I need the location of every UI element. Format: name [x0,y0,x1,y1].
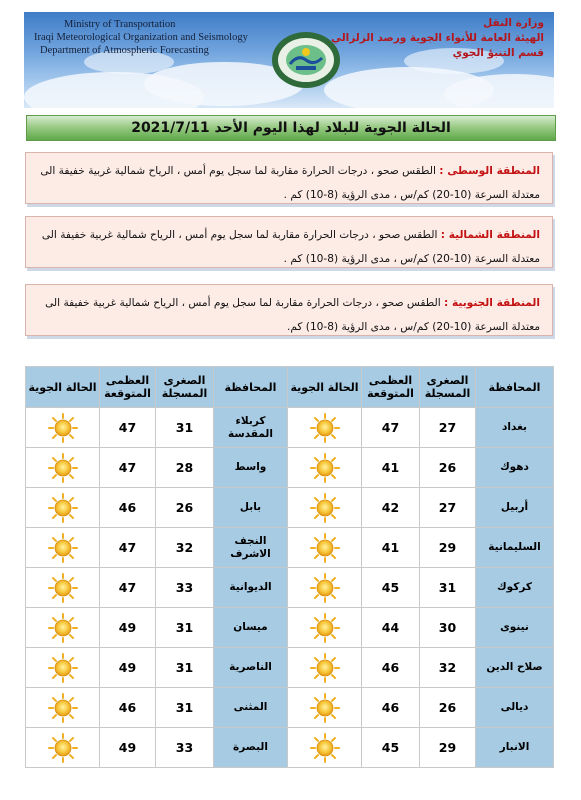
header-min: الصغرى المسجلة [420,367,476,408]
min-temp-cell: 29 [420,528,476,568]
sun-icon [310,693,340,723]
max-temp-cell: 41 [362,448,420,488]
weather-cell [288,728,362,768]
max-temp-cell: 46 [362,688,420,728]
region-forecast: الطقس صحو ، درجات الحرارة مقاربة لما سجل يوم أمس ، الرياح شمالية غربية خفيفة الى معتدلة السرعة (10-20) كم/س ، مدى الرؤية (8-10) كم. [45,297,540,333]
weather-cell [26,728,100,768]
header-min: الصغرى المسجلة [156,367,214,408]
table-row [26,448,554,488]
weather-cell [26,568,100,608]
organization-line: Iraqi Meteorological Organization and Seismology [34,32,248,43]
table-row [26,648,554,688]
governorate-cell: الديوانية [214,568,288,608]
sun-icon [48,733,78,763]
min-temp-cell: 26 [156,488,214,528]
governorate-cell: الانبار [476,728,554,768]
governorate-cell: ديالى [476,688,554,728]
ministry-line: Ministry of Transportation [64,19,176,30]
min-temp-cell: 30 [420,608,476,648]
max-temp-cell: 46 [362,648,420,688]
max-temp-cell: 47 [100,528,156,568]
sun-icon [48,533,78,563]
governorate-cell: النجف الاشرف [214,528,288,568]
max-temp-cell: 45 [362,728,420,768]
table-row [26,728,554,768]
min-temp-cell: 33 [156,728,214,768]
forecast-table [25,366,554,768]
governorate-cell: السليمانية [476,528,554,568]
sun-icon [48,613,78,643]
sun-icon [48,573,78,603]
bulletin-title: الحالة الجوية للبلاد لهذا اليوم الأحد 2021/7/11 [131,120,451,136]
max-temp-cell: 46 [100,488,156,528]
sun-icon [310,493,340,523]
table-row [26,528,554,568]
header-governorate: المحافظة [214,367,288,408]
weather-cell [288,488,362,528]
governorate-cell: كربلاء المقدسة [214,408,288,448]
min-temp-cell: 31 [420,568,476,608]
max-temp-cell: 47 [100,568,156,608]
governorate-cell: واسط [214,448,288,488]
governorate-cell: أربيل [476,488,554,528]
weather-cell [288,608,362,648]
header-max: العظمى المتوقعة [362,367,420,408]
max-temp-cell: 45 [362,568,420,608]
weather-cell [288,568,362,608]
table-header-row [26,367,554,408]
weather-cell [26,648,100,688]
department-line: Department of Atmospheric Forecasting [40,45,209,56]
title-banner [26,115,556,141]
region-forecast: الطقس صحو ، درجات الحرارة مقاربة لما سجل يوم أمس ، الرياح شمالية غربية خفيفة الى معتدلة السرعة (10-20) كم/س ، مدى الرؤية (8-10) كم . [40,165,540,201]
sun-icon [48,453,78,483]
min-temp-cell: 27 [420,488,476,528]
weather-cell [26,488,100,528]
forecast-table-wrapper [25,366,553,768]
header-banner [24,12,554,108]
max-temp-cell: 44 [362,608,420,648]
region-central [25,152,553,204]
governorate-cell: صلاح الدين [476,648,554,688]
weather-cell [26,448,100,488]
min-temp-cell: 31 [156,608,214,648]
governorate-cell: المثنى [214,688,288,728]
min-temp-cell: 31 [156,408,214,448]
sun-icon [310,533,340,563]
governorate-cell: دهوك [476,448,554,488]
sun-icon [48,653,78,683]
table-row [26,488,554,528]
min-temp-cell: 32 [420,648,476,688]
weather-cell [288,528,362,568]
table-row [26,688,554,728]
weather-cell [288,688,362,728]
weather-cell [26,608,100,648]
min-temp-cell: 29 [420,728,476,768]
weather-cell [26,408,100,448]
organization-line-ar: الهيئة العامة للأنواء الجوية ورصد الزلزالي [331,32,544,44]
max-temp-cell: 47 [362,408,420,448]
governorate-cell: البصرة [214,728,288,768]
table-row [26,608,554,648]
governorate-cell: بغداد [476,408,554,448]
region-forecast: الطقس صحو ، درجات الحرارة مقاربة لما سجل يوم أمس ، الرياح شمالية غربية خفيفة الى معتدلة السرعة (10-20) كم/س ، مدى الرؤية (8-10) كم . [41,229,540,265]
max-temp-cell: 47 [100,408,156,448]
sun-icon [310,453,340,483]
sun-icon [48,413,78,443]
ministry-line-ar: وزارة النقل [483,17,544,29]
min-temp-cell: 31 [156,688,214,728]
governorate-cell: كركوك [476,568,554,608]
governorate-cell: ميسان [214,608,288,648]
sun-icon [310,653,340,683]
region-name: المنطقة الجنوبية : [444,297,540,309]
weather-cell [288,408,362,448]
sun-icon [310,613,340,643]
weather-cell [26,528,100,568]
max-temp-cell: 46 [100,688,156,728]
header-weather: الحالة الجوية [26,367,100,408]
weather-cell [288,448,362,488]
region-name: المنطقة الشمالية : [440,229,540,241]
sun-icon [310,413,340,443]
min-temp-cell: 33 [156,568,214,608]
governorate-cell: نينوى [476,608,554,648]
region-north [25,216,553,268]
weather-cell [288,648,362,688]
department-line-ar: قسم التنبؤ الجوي [452,47,544,59]
min-temp-cell: 26 [420,448,476,488]
min-temp-cell: 28 [156,448,214,488]
max-temp-cell: 49 [100,608,156,648]
sun-icon [310,573,340,603]
sun-icon [48,493,78,523]
max-temp-cell: 41 [362,528,420,568]
sun-icon [310,733,340,763]
header-max: العظمى المتوقعة [100,367,156,408]
region-south [25,284,553,336]
ministry-name-arabic [331,16,544,61]
region-name: المنطقة الوسطى : [439,165,540,177]
header-governorate: المحافظة [476,367,554,408]
min-temp-cell: 27 [420,408,476,448]
ministry-name-english [34,18,248,57]
governorate-cell: الناصرية [214,648,288,688]
max-temp-cell: 49 [100,648,156,688]
max-temp-cell: 49 [100,728,156,768]
table-row [26,568,554,608]
sun-icon [48,693,78,723]
min-temp-cell: 31 [156,648,214,688]
governorate-cell: بابل [214,488,288,528]
max-temp-cell: 42 [362,488,420,528]
max-temp-cell: 47 [100,448,156,488]
weather-cell [26,688,100,728]
min-temp-cell: 32 [156,528,214,568]
min-temp-cell: 26 [420,688,476,728]
header-weather: الحالة الجوية [288,367,362,408]
table-row [26,408,554,448]
